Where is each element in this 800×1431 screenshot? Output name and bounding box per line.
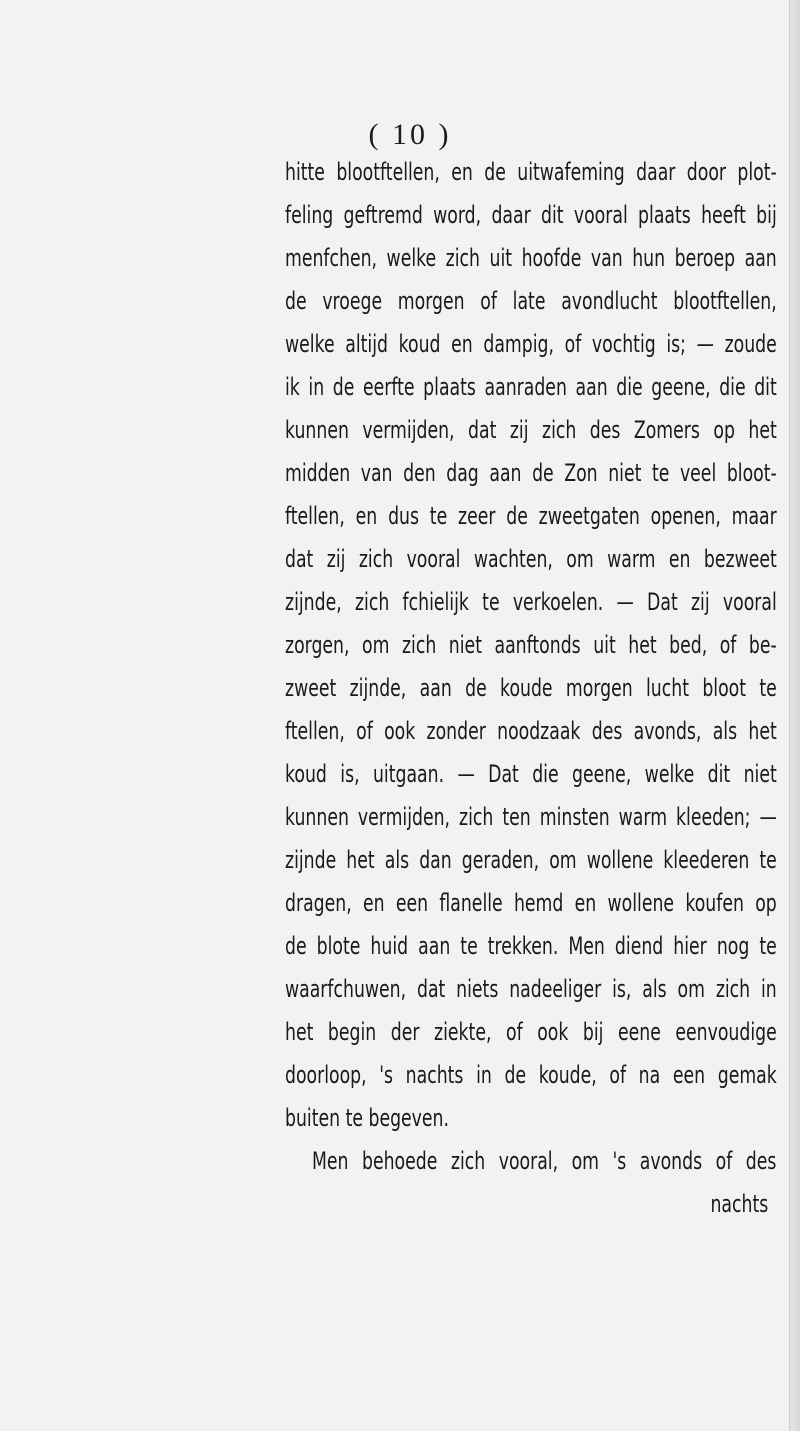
text-line: dragen, en een flanelle hemd en wollene koufen op: [285, 889, 777, 917]
text-line: feling geftremd word, daar dit vooral plaats heeft bij: [285, 201, 777, 229]
text-line: waarfchuwen, dat niets nadeeliger is, als om zich in: [285, 975, 777, 1003]
text-line: kunnen vermijden, zich ten minsten warm kleeden; —: [285, 803, 777, 831]
text-line: ftellen, of ook zonder noodzaak des avonds, als het: [285, 717, 777, 745]
text-line: ik in de eerfte plaats aanraden aan die geene, die dit: [285, 373, 777, 401]
text-line: koud is, uitgaan. — Dat die geene, welke dit niet: [285, 760, 777, 788]
text-line: zijnde het als dan geraden, om wollene kleederen te: [285, 846, 777, 874]
text-line: zweet zijnde, aan de koude morgen lucht bloot te: [285, 674, 777, 702]
catchword: nachts: [710, 1190, 768, 1218]
text-line: hitte blootftellen, en de uitwafeming daar door plot-: [285, 158, 777, 186]
text-line: menfchen, welke zich uit hoofde van hun beroep aan: [285, 244, 777, 272]
text-line: buiten te begeven.: [285, 1104, 449, 1132]
text-line: de vroege morgen of late avondlucht blootftellen,: [285, 287, 777, 315]
text-line: midden van den dag aan de Zon niet te veel bloot-: [285, 459, 777, 487]
text-line: het begin der ziekte, of ook bij eene eenvoudige: [285, 1018, 777, 1046]
text-line: Men behoede zich vooral, om 's avonds of des: [312, 1147, 777, 1175]
text-line: dat zij zich vooral wachten, om warm en bezweet: [285, 545, 777, 573]
page-number: ( 10 ): [368, 118, 452, 151]
text-line: zijnde, zich fchielijk te verkoelen. — Dat zij vooral: [285, 588, 777, 616]
text-line: zorgen, om zich niet aanftonds uit het bed, of be-: [285, 631, 777, 659]
text-line: doorloop, 's nachts in de koude, of na een gemak: [285, 1061, 777, 1089]
text-line: ftellen, en dus te zeer de zweetgaten openen, maar: [285, 502, 777, 530]
text-line: welke altijd koud en dampig, of vochtig is; — zoude: [285, 330, 777, 358]
text-line: kunnen vermijden, dat zij zich des Zomers op het: [285, 416, 777, 444]
text-line: de blote huid aan te trekken. Men diend hier nog te: [285, 932, 777, 960]
